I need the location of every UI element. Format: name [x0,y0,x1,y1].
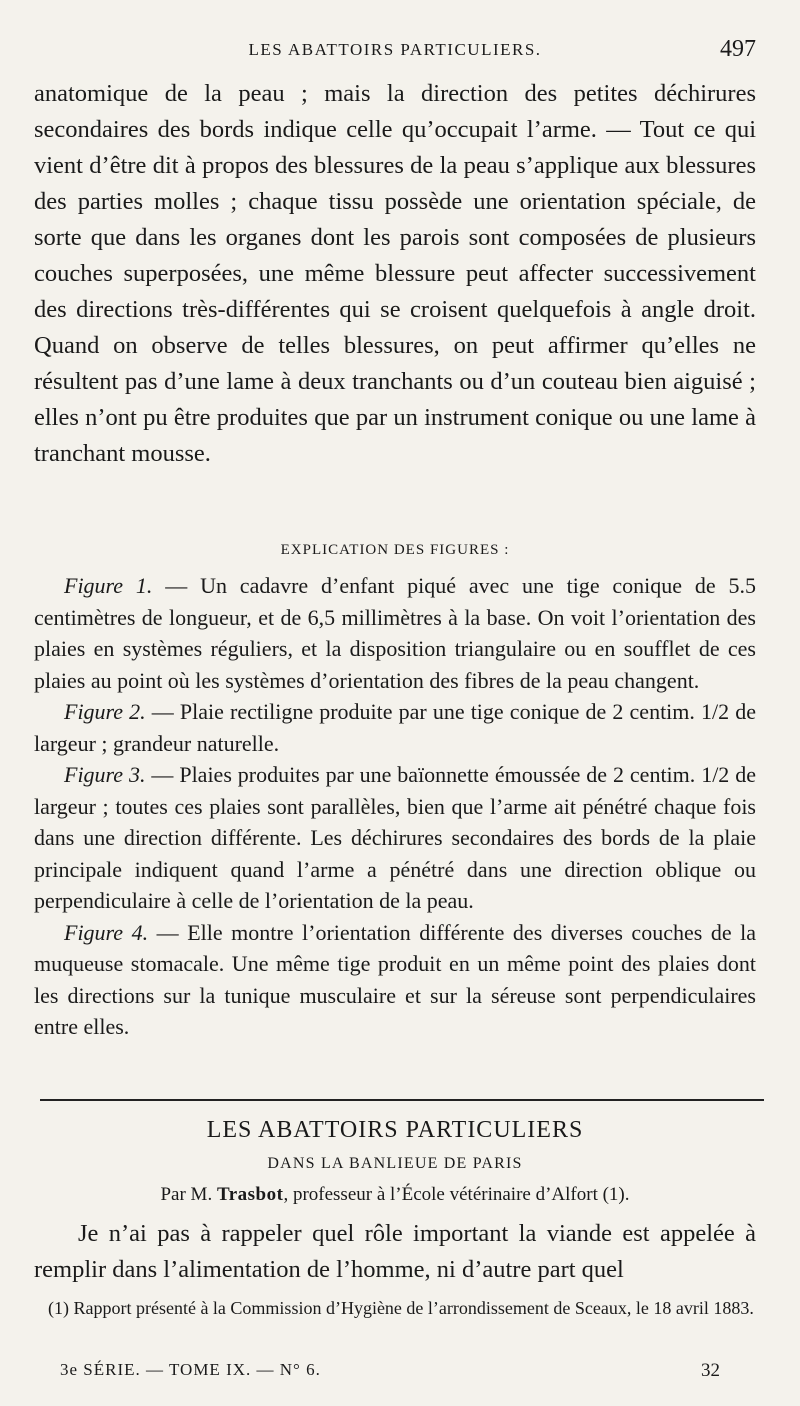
running-head [34,36,756,70]
series-volume-number: 3e SÉRIE. — TOME IX. — N° 6. [60,1360,321,1379]
figure-caption-2 [34,696,756,759]
figure-captions [34,570,756,1043]
figure-caption-3 [34,759,756,917]
figure-label: Figure 4. [64,919,149,945]
page-number: 497 [720,36,756,62]
byline-suffix: , professeur à l’École vétérinaire d’Alfort (1). [283,1184,630,1205]
running-title: LES ABATTOIRS PARTICULIERS. [248,40,542,59]
article-title: LES ABATTOIRS PARTICULIERS [206,1117,584,1143]
figure-label: Figure 3. [64,762,146,787]
figure-label: Figure 2. [64,699,146,724]
article-subtitle: DANS LA BANLIEUE DE PARIS [267,1155,523,1172]
author-name: Trasbot [216,1184,284,1205]
byline [34,1184,756,1206]
figure-caption-1 [34,570,756,696]
figure-text: — Plaie rectiligne produite par une tige conique de 2 centim. 1/2 de largeur ; grandeur naturelle. [34,699,757,756]
figure-text: — Elle montre l’orientation différente des diverses couches de la muqueuse stomacale. Une même tige produit en un même point des plaies dont les directions sur la tunique musculaire et sur la séreuse sont perpendiculaires entre elles. [34,919,757,1039]
explication-heading: EXPLICATION DES FIGURES : [280,542,510,558]
sheet-number: 32 [701,1360,720,1381]
figure-text: — Un cadavre d’enfant piqué avec une tige conique de 5.5 centimètres de longueur, et de 6,5 millimètres à la base. On voit l’orientation des plaies en systèmes réguliers, et la disposition triangulaire ou en soufflet de ces plaies au point où les systèmes d’orientation des fibres de la peau changent. [34,573,756,693]
top-paragraph-block [34,76,756,472]
figure-label: Figure 1. [64,573,153,598]
article-opening: Je n’ai pas à rappeler quel rôle important la viande est appelée à remplir dans l’alimentation de l’homme, ni d’autre part quel [34,1220,756,1283]
figure-caption-4 [34,917,756,1043]
footnote-text: (1) Rapport présenté à la Commission d’Hygiène de l’arrondissement de Sceaux, le 18 avril 1883. [48,1298,754,1318]
byline-prefix: Par M. [160,1184,217,1205]
section-divider [40,1099,764,1101]
footnote [34,1297,756,1319]
article-body [34,1216,756,1288]
signature-line [60,1360,720,1380]
figure-text: — Plaies produites par une baïonnette émoussée de 2 centim. 1/2 de largeur ; toutes ces plaies sont parallèles, bien que l’arme ait pénétré chaque fois dans une direction différente. Les déchirures secondaires des bords de la plaie principale indiquent quand l’arme a pénétré dans une direction oblique ou perpendiculaire à celle de l’orientation de la peau. [34,762,756,913]
top-paragraph: anatomique de la peau ; mais la direction des petites déchirures secondaires des bords indique celle qu’occupait l’arme. — Tout ce qui vient d’être dit à propos des blessures de la peau s’applique aux blessures des parties molles ; chaque tissu possède une orientation spéciale, de sorte que dans les organes dont les parois sont composées de plusieurs couches superposées, une même blessure peut affecter successivement des directions très-différentes qui se croisent quelquefois à angle droit. Quand on observe de telles blessures, on peut affirmer qu’elles ne résultent pas d’une lame à deux tranchants ou d’un couteau bien aiguisé ; elles n’ont pu être produites que par un instrument conique ou une lame à tranchant mousse. [34,80,756,467]
